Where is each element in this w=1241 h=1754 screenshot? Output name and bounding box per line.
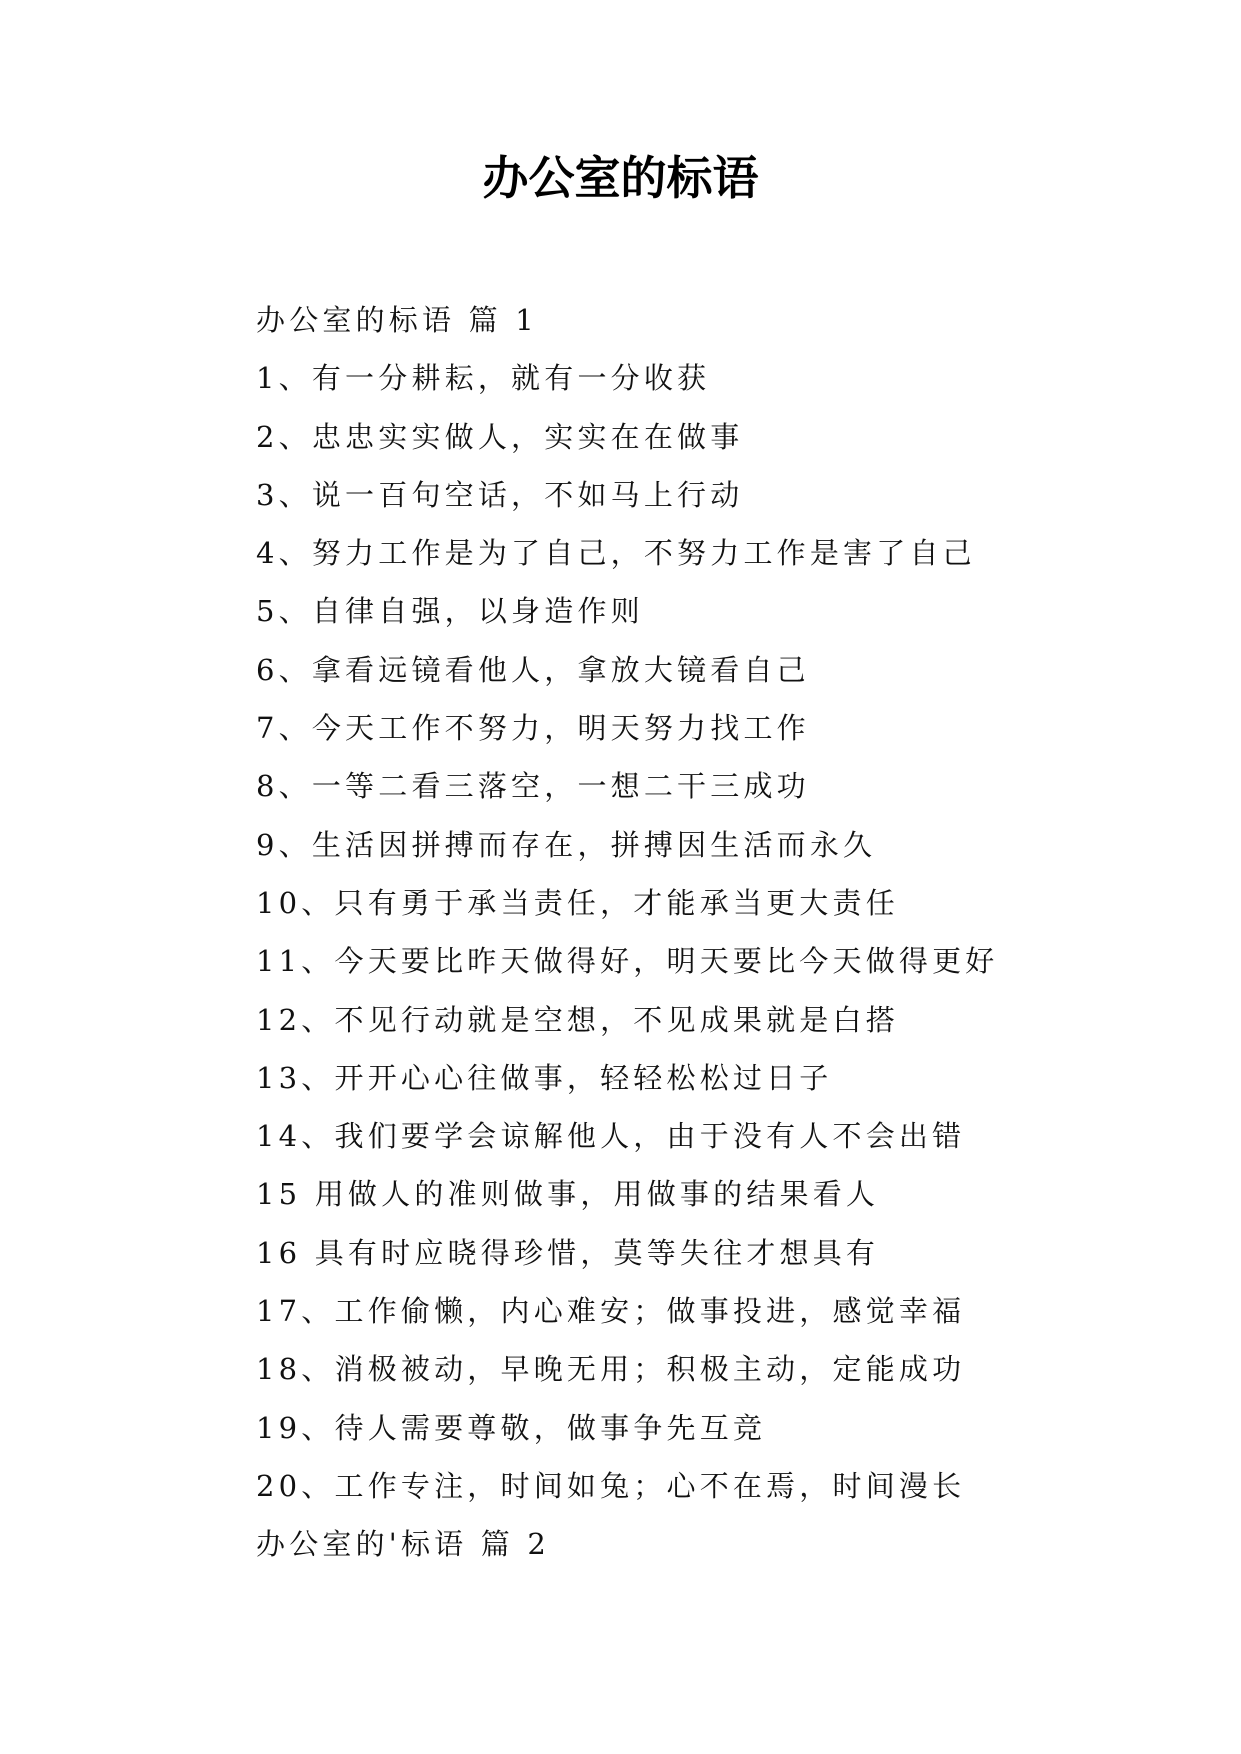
slogan-line: 7、今天工作不努力，明天努力找工作	[256, 711, 810, 746]
slogan-line: 6、拿看远镜看他人，拿放大镜看自己	[256, 652, 810, 687]
slogan-line: 17、工作偷懒，内心难安；做事投进，感觉幸福	[256, 1294, 966, 1329]
document-title: 办公室的标语	[482, 151, 759, 205]
slogan-line: 19、待人需要尊敬，做事争先互竞	[256, 1410, 767, 1445]
document-body	[256, 291, 1156, 1574]
slogan-line: 4、努力工作是为了自己，不努力工作是害了自己	[256, 536, 976, 571]
slogan-line: 11、今天要比昨天做得好，明天要比今天做得更好	[256, 944, 999, 979]
slogan-line: 15 用做人的准则做事，用做事的结果看人	[256, 1177, 880, 1212]
slogan-line: 18、消极被动，早晚无用；积极主动，定能成功	[256, 1352, 966, 1387]
slogan-line: 1、有一分耕耘，就有一分收获	[256, 361, 711, 396]
slogan-line: 5、自律自强，以身造作则	[256, 594, 644, 629]
section-heading: 办公室的'标语 篇 2	[256, 1527, 551, 1562]
slogan-line: 12、不见行动就是空想，不见成果就是白搭	[256, 1002, 899, 1037]
slogan-line: 16 具有时应晓得珍惜，莫等失往才想具有	[256, 1235, 880, 1270]
slogan-line: 9、生活因拼搏而存在，拼搏因生活而永久	[256, 827, 877, 862]
slogan-line: 14、我们要学会谅解他人，由于没有人不会出错	[256, 1119, 966, 1154]
slogan-line: 2、忠忠实实做人，实实在在做事	[256, 419, 744, 454]
slogan-line: 8、一等二看三落空，一想二干三成功	[256, 769, 810, 804]
slogan-line: 20、工作专注，时间如兔；心不在焉，时间漫长	[256, 1468, 966, 1503]
slogan-line: 3、说一百句空话，不如马上行动	[256, 477, 744, 512]
slogan-line: 10、只有勇于承当责任，才能承当更大责任	[256, 885, 899, 920]
section-heading: 办公室的标语 篇 1	[256, 303, 538, 337]
slogan-line: 13、开开心心往做事，轻轻松松过日子	[256, 1060, 833, 1095]
